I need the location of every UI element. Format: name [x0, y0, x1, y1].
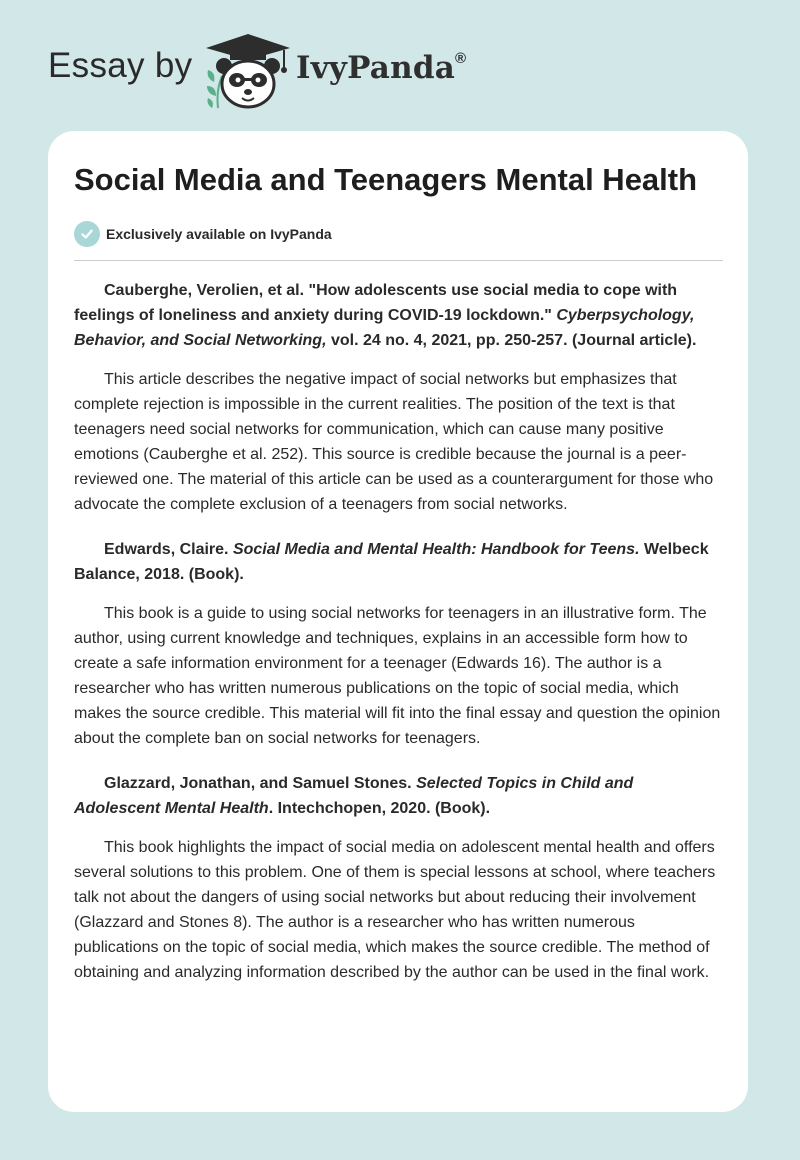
brand-text: IvyPanda [296, 50, 455, 86]
citation-details: . Intechchopen, 2020. (Book). [268, 800, 491, 817]
annotation-paragraph: This book highlights the impact of social media on adolescent mental health and offers several solutions to this problem. One of them is special lessons at school, where teachers talk not about the dangers of using social networks but about reducing their involvement (Glazzard and Stones 8). The author is a researcher who has written numerous publications on the topic of social media, which makes the source credible. The method of obtaining and analyzing information described by the author can be used in the final work. [74, 839, 716, 981]
essay-by-label: Essay by [48, 46, 193, 85]
citation-authors: Cauberghe, Verolien, et al. "How adolescents use social media to cope with feelings of loneliness and anxiety during COVID-19 lockdown." [74, 282, 678, 324]
essay-card [48, 131, 748, 1112]
citation-source: Cyberpsychology, Behavior, and Social Networking, [74, 307, 695, 349]
essay-body [74, 278, 723, 985]
citation-authors: Glazzard, Jonathan, and Samuel Stones. [104, 775, 417, 792]
panda-graduate-icon[interactable] [200, 30, 296, 110]
badge-label: Exclusively available on IvyPanda [106, 226, 332, 242]
page-title: Social Media and Teenagers Mental Health [74, 162, 698, 197]
citation-details: vol. 24 no. 4, 2021, pp. 250-257. (Journal article). [326, 332, 697, 349]
exclusive-badge [74, 221, 723, 247]
essay-content [74, 159, 723, 1005]
citation [74, 771, 723, 821]
citation-source: Social Media and Mental Health: Handbook for Teens. [232, 541, 640, 558]
brand-name[interactable] [296, 50, 466, 86]
site-header [0, 0, 800, 130]
citation [74, 278, 723, 353]
trademark-symbol: ® [455, 49, 467, 67]
citation-source: Selected Topics in Child and Adolescent Mental Health [74, 775, 634, 817]
citation [74, 537, 723, 587]
citation-details: Welbeck Balance, 2018. (Book). [74, 541, 709, 583]
divider [74, 260, 723, 261]
annotation-paragraph: This book is a guide to using social networks for teenagers in an illustrative form. The author, using current knowledge and techniques, explains in an accessible form how to create a safe information environment for a teenager (Edwards 16). The author is a researcher who has written numerous publications on the topic of social media, which makes the source credible. This material will fit into the final essay and question the opinion about the complete ban on social networks for teenagers. [74, 605, 721, 747]
citation-authors: Edwards, Claire. [104, 541, 233, 558]
annotation-paragraph: This article describes the negative impact of social networks but emphasizes that complete rejection is impossible in the current realities. The position of the text is that teenagers need social networks for communication, which can cause many positive emotions (Cauberghe et al. 252). This source is credible because the journal is a peer-reviewed one. The material of this article can be used as a counterargument for those who advocate the complete exclusion of a teenagers from social networks. [74, 371, 714, 513]
check-icon [74, 221, 100, 247]
